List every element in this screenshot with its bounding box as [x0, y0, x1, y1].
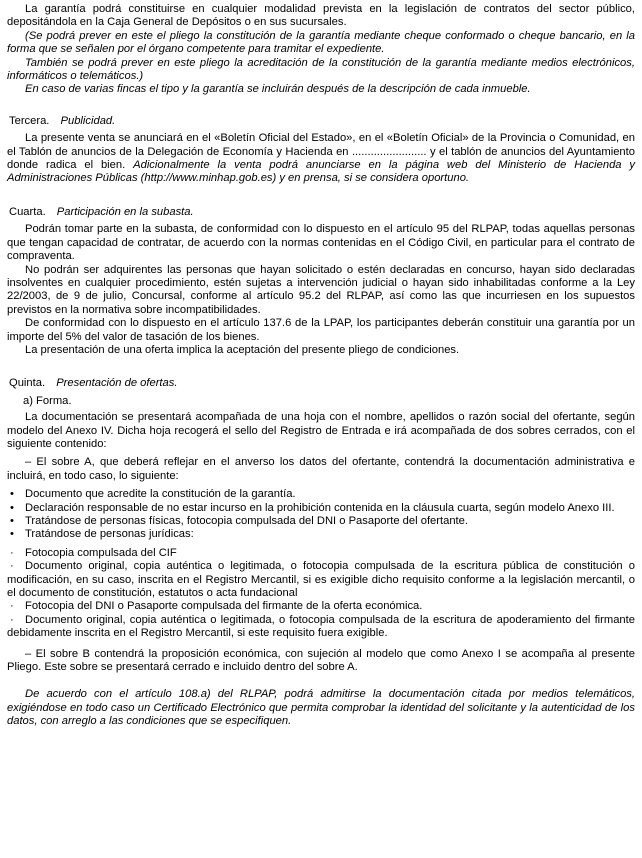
intro-paragraph-fincas: En caso de varias fincas el tipo y la garantía se incluirán después de la descripción de cada inmueble. [25, 83, 531, 96]
list-item-text: Documento original, copia auténtica o legitimada, o fotocopia compulsada de la escritura de apoderamiento del firmante debidamente inscrita en el Registro Mercantil, si este requisito fuera exigible. [7, 613, 635, 640]
dot-mark: · [10, 546, 14, 559]
list-item-text: Fotocopia compulsada del CIF [25, 546, 177, 559]
intro-paragraph-cheque: (Se podrá prever en este el pliego la constitución de la garantía mediante cheque conformado o cheque bancario, en la forma que se señalen por el órgano competente para tramitar el expediente. [7, 29, 635, 56]
quinta-sobre-b: – El sobre B contendrá la proposición económica, con sujeción al modelo que como Anexo I se acompaña al presente Pliego. Este sobre se presentará cerrado e incluido dentro del sobre A. [7, 647, 635, 674]
cuarta-paragraph-capacity: Podrán tomar parte en la subasta, de conformidad con lo dispuesto en el artículo 95 del RLPAP, todas aquellas personas que tengan capacidad de contratar, de acuerdo con la normas contenidas en el Código Civil, en particular para el contrato de compraventa. [7, 223, 635, 263]
cuarta-paragraph-exclusions: No podrán ser adquirentes las personas que hayan solicitado o estén declaradas en concurso, hayan sido declaradas insolventes en cualquier procedimiento, estén sujetas a intervención judicial o hayan sido inhabilitadas conforme a la Ley 22/2003, de 9 de julio, Concursal, conforme al artículo 95.2 del RLPAP, así como las que incurriesen en los supuestos previstos en la normativa sobre incompatibilidades. [7, 263, 635, 316]
list-item [7, 600, 635, 613]
cuarta-paragraph-guarantee: De conformidad con lo dispuesto en el artículo 137.6 de la LPAP, los participantes deberán constituir una garantía por un importe del 5% del valor de tasación de los bienes. [7, 317, 635, 343]
quinta-paragraph-documentation: La documentación se presentará acompañada de una hoja con el nombre, apellidos o razón social del ofertante, según modelo del Anexo IV. Dicha hoja recogerá el sello del Registro de Entrada e irá acompañada de dos sobres cerrados, con el siguiente contenido: [7, 411, 635, 450]
section-title: Participación en la subasta. [56, 205, 194, 218]
list-item [7, 528, 635, 541]
section-heading-cuarta [7, 206, 635, 219]
quinta-closing-paragraph: De acuerdo con el artículo 108.a) del RLPAP, podrá admitirse la documentación citada por medios telemáticos, exigiéndose en todo caso un Certificado Electrónico que permita comprobar la identidad del solicitante y la autenticidad de los datos, con arreglo a las condiciones que se especifiquen. [7, 688, 635, 728]
bullet-mark: • [10, 501, 14, 514]
section-number: Quinta. [9, 377, 46, 390]
list-item-text: Tratándose de personas jurídicas: [25, 528, 194, 541]
list-item [7, 515, 635, 528]
dot-mark: · [10, 613, 14, 626]
list-item-text: Declaración responsable de no estar incurso en la prohibición contenida en la cláusula cuarta, según modelo Anexo III. [25, 501, 615, 514]
bullet-mark: • [10, 488, 14, 501]
bullet-mark: • [10, 515, 14, 527]
tercera-paragraph [7, 132, 635, 186]
cuarta-paragraph-acceptance: La presentación de una oferta implica la aceptación del presente pliego de condiciones. [25, 343, 460, 356]
list-item [7, 547, 635, 560]
list-item [7, 488, 635, 501]
list-item-text: Fotocopia del DNI o Pasaporte compulsada del firmante de la oferta económica. [25, 600, 423, 613]
section-number: Tercera. [9, 114, 50, 127]
list-item-text: Documento original, copia auténtica o legitimada, o fotocopia compulsada de la escritura pública de constitución o modificación, en su caso, inscrita en el Registro Mercantil, si es exigible dicho requisito conforme a la legislación mercantil, o el documento de constitución, estatutos o acta fundacional [7, 560, 635, 600]
quinta-sobre-a: – El sobre A, que deberá reflejar en el anverso los datos del ofertante, contendrá la documentación administrativa e incluirá, en todo caso, lo siguiente: [7, 456, 635, 482]
list-item [7, 614, 635, 641]
document-page [7, 3, 635, 729]
quinta-subheading-forma: a) Forma. [23, 394, 72, 407]
dot-mark: · [10, 600, 14, 613]
section-number: Cuarta. [9, 205, 46, 218]
tercera-italic-text: Adicionalmente la venta podrá anunciarse en la página web del Ministerio de Hacienda y Administraciones Públicas (http://www.minhap.gob.es) y en prensa, si se considera oportuno. [7, 159, 636, 185]
list-item [7, 560, 635, 600]
tercera-text: La presente venta se anunciará en el «Boletín Oficial del Estado», en el «Boletín Oficial» de la Provincia o Comunidad, en el Tablón de anuncios de la Delegación de Economía y Hacienda en ........................ y el tablón de anuncios del Ayuntamiento donde radica el bien. [7, 132, 635, 172]
dot-mark: · [10, 560, 14, 573]
list-item-text: Tratándose de personas físicas, fotocopia compulsada del DNI o Pasaporte del ofertante. [25, 515, 468, 527]
section-title: Presentación de ofertas. [56, 377, 178, 390]
intro-paragraph-electronic: También se podrá prever en este pliego la acreditación de la constitución de la garantía mediante medios electrónicos, informáticos o telemáticos.) [7, 56, 635, 83]
list-item [7, 502, 635, 515]
section-title: Publicidad. [60, 114, 116, 127]
list-item-text: Documento que acredite la constitución de la garantía. [25, 488, 296, 501]
bullet-mark: • [10, 528, 14, 541]
section-heading-quinta [7, 377, 635, 390]
section-heading-tercera [7, 115, 635, 128]
intro-paragraph-guarantee: La garantía podrá constituirse en cualquier modalidad prevista en la legislación de contratos del sector público, depositándola en la Caja General de Depósitos o en sus sucursales. [7, 3, 635, 29]
